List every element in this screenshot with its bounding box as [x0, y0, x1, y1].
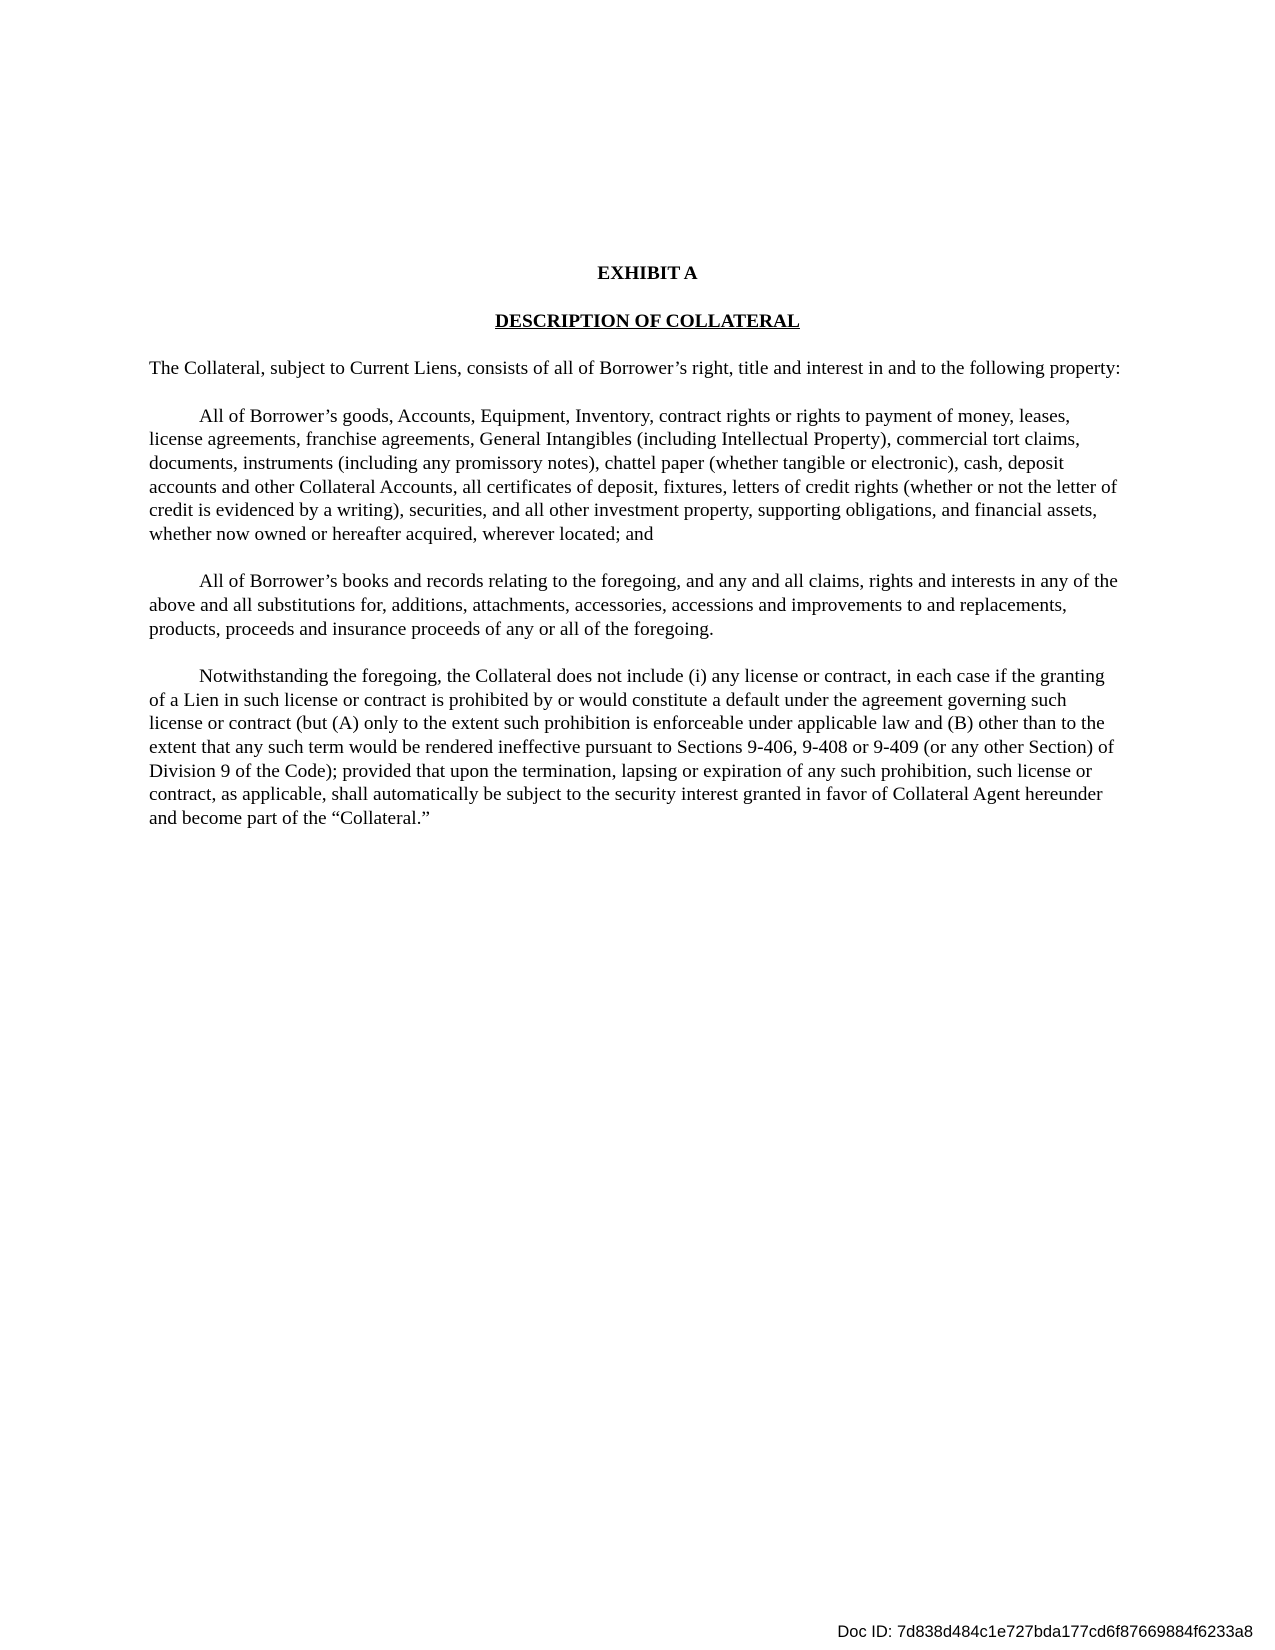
exhibit-title: EXHIBIT A [597, 263, 698, 284]
document-body [149, 262, 1124, 830]
section-title: DESCRIPTION OF COLLATERAL [495, 310, 800, 332]
doc-id-footer: Doc ID: 7d838d484c1e727bda177cd6f87669884f6233a8 [837, 1623, 1253, 1641]
collateral-paragraph-books-records: All of Borrower’s books and records relating to the foregoing, and any and all claims, rights and interests in any of the above and all substitutions for, additions, attachments, accessories, accessions and improvements to and replacements, products, proceeds and insurance proceeds of any or all of the foregoing. [149, 571, 1118, 640]
intro-paragraph: The Collateral, subject to Current Liens, consists of all of Borrower’s right, title and interest in and to the following property: [149, 358, 1121, 380]
collateral-paragraph-exclusions: Notwithstanding the foregoing, the Collateral does not include (i) any license or contract, in each case if the granting of a Lien in such license or contract is prohibited by or would constitute a default under the agreement governing such license or contract (but (A) only to the extent such prohibition is enforceable under applicable law and (B) other than to the extent that any such term would be rendered ineffective pursuant to Sections 9-406, 9-408 or 9-409 (or any other Section) of Division 9 of the Code); provided that upon the termination, lapsing or expiration of any such prohibition, such license or contract, as applicable, shall automatically be subject to the security interest granted in favor of Collateral Agent hereunder and become part of the “Collateral.” [149, 666, 1115, 829]
collateral-paragraph-goods: All of Borrower’s goods, Accounts, Equipment, Inventory, contract rights or rights to payment of money, leases, license agreements, franchise agreements, General Intangibles (including Intellectual Property), commercial tort claims, documents, instruments (including any promissory notes), chattel paper (whether tangible or electronic), cash, deposit accounts and other Collateral Accounts, all certificates of deposit, fixtures, letters of credit rights (whether or not the letter of credit is evidenced by a writing), securities, and all other investment property, supporting obligations, and financial assets, whether now owned or hereafter acquired, wherever located; and [149, 405, 1118, 545]
